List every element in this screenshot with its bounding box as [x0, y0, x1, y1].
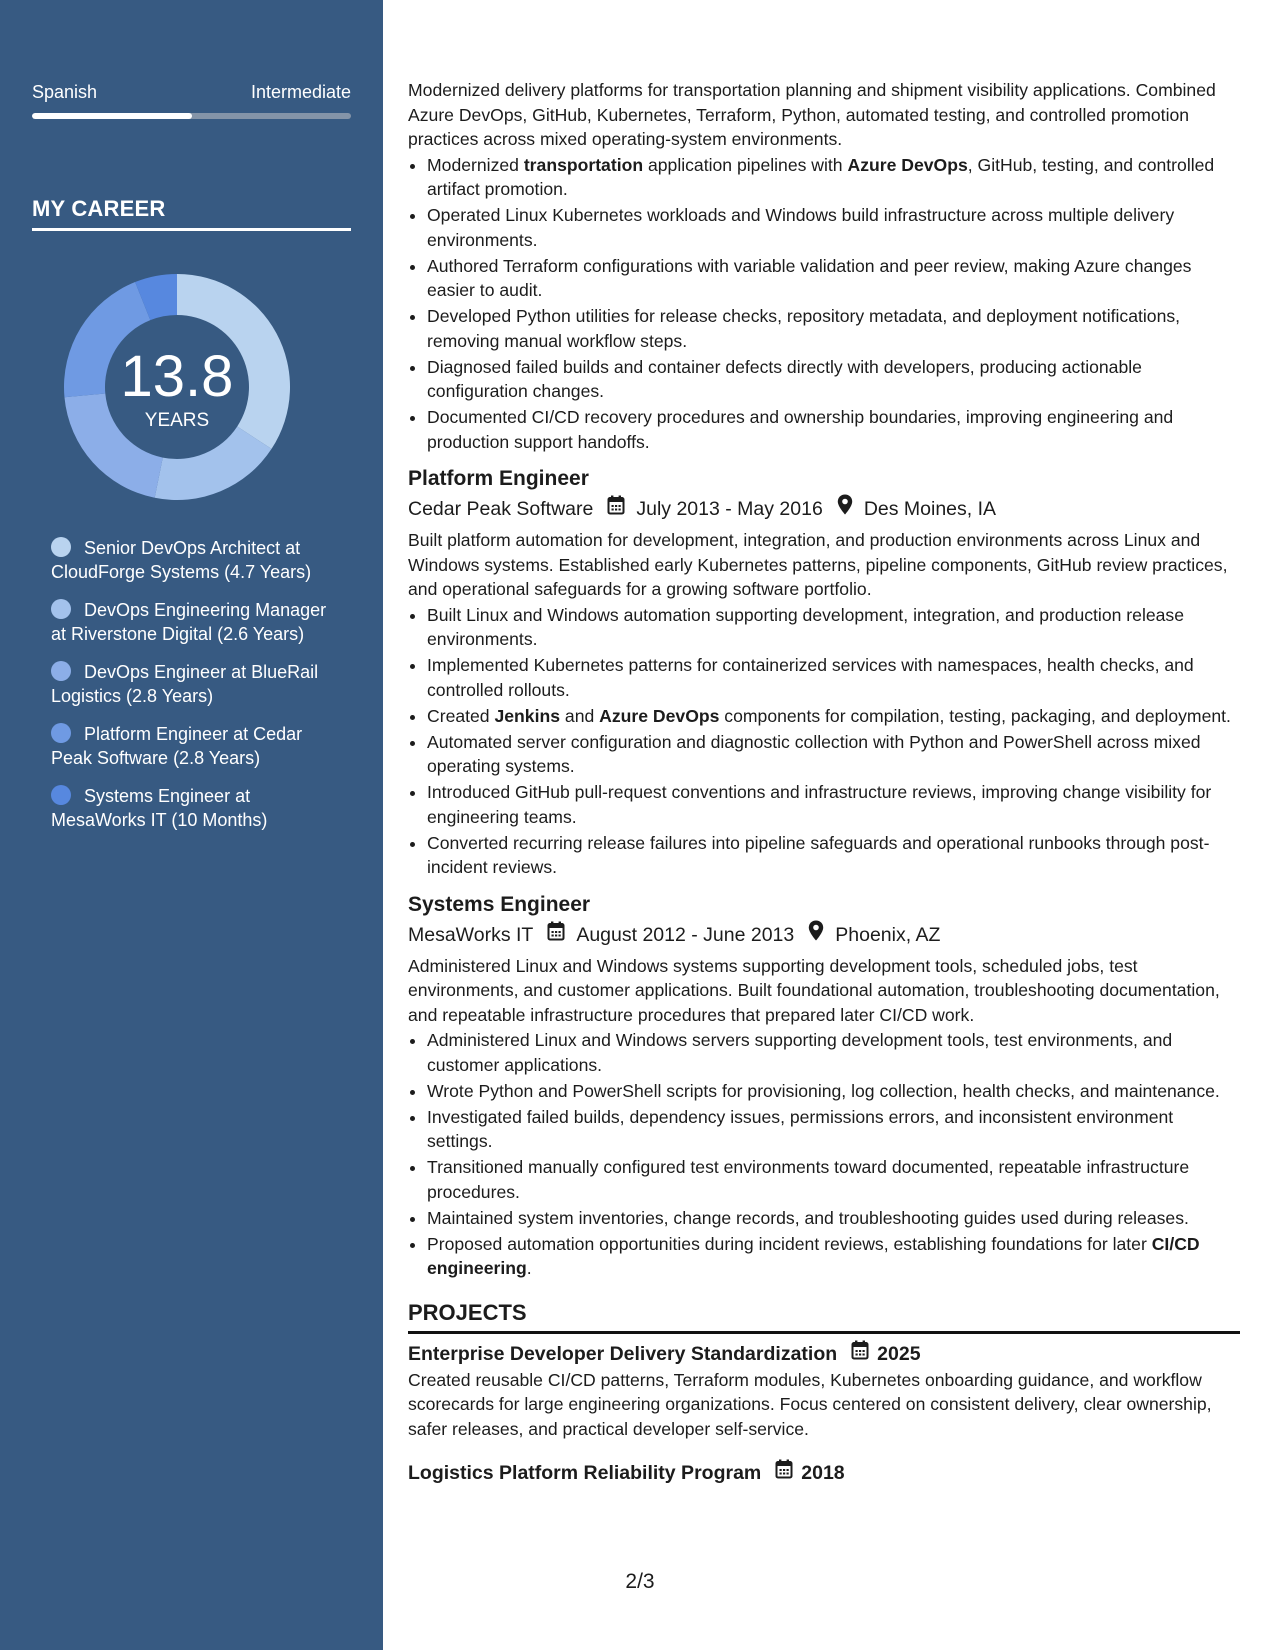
bullet-text: Modernized — [427, 154, 524, 175]
project-year: 2025 — [877, 1342, 921, 1365]
calendar-icon — [547, 920, 565, 950]
job-bullet: • Administered Linux and Windows servers supporting development tools, test environments, and customer applications. — [427, 1028, 1240, 1077]
job-meta — [408, 494, 1240, 524]
job-title: Systems Engineer — [408, 892, 591, 916]
job-bullet: • Implemented Kubernetes patterns for containerized services with namespaces, health checks, and controlled rollouts. — [427, 653, 1240, 702]
project-title-row — [408, 1459, 1240, 1487]
job-company: Cedar Peak Software — [408, 498, 594, 520]
career-list — [51, 536, 341, 846]
career-item-text: Systems Engineer at MesaWorks IT (10 Months) — [51, 786, 268, 830]
job-location: Phoenix, AZ — [835, 923, 941, 946]
bullet-keyword: Jenkins — [494, 705, 561, 726]
total-years-label: YEARS — [144, 410, 210, 431]
career-item-text: Senior DevOps Architect at CloudForge Systems (4.7 Years) — [51, 538, 312, 582]
career-dot-icon — [51, 785, 71, 805]
bullet-text: , GitHub, testing, and controlled artifact promotion. — [427, 154, 1215, 199]
job-company: MesaWorks IT — [408, 923, 534, 946]
job-meta — [408, 920, 1240, 950]
job-bullets — [408, 153, 1240, 455]
job-bullet: • Built Linux and Windows automation supporting development, integration, and production release environments. — [427, 603, 1240, 652]
project-title: Logistics Platform Reliability Program — [408, 1462, 762, 1484]
job-bullet: • Documented CI/CD recovery procedures and ownership boundaries, improving engineering and production support handoffs. — [427, 405, 1240, 454]
bullet-text: Created — [427, 705, 495, 726]
donut-segment-2 — [155, 426, 272, 500]
career-item — [51, 784, 341, 832]
job-bullet: • Transitioned manually configured test environments toward documented, repeatable infrastructure procedures. — [427, 1155, 1240, 1204]
job-bullet: • Investigated failed builds, dependency issues, permissions errors, and inconsistent environment settings. — [427, 1105, 1240, 1154]
projects-heading: PROJECTS — [408, 1299, 1240, 1334]
job-summary: Modernized delivery platforms for transportation planning and shipment visibility applications. Combined Azure DevOps, GitHub, Kubernetes, Terraform, Python, automated testing, and controlled promotion practices across mixed operating-system environments. — [408, 80, 1216, 149]
main-content — [408, 78, 1240, 1487]
total-years-value: 13.8 — [120, 344, 234, 409]
job-bullet: • Maintained system inventories, change records, and troubleshooting guides used during releases. — [427, 1206, 1240, 1231]
sidebar — [0, 0, 383, 1650]
bullet-keyword: CI/CD engineering — [427, 1233, 1200, 1278]
job-bullet: • Automated server configuration and diagnostic collection with Python and PowerShell across mixed operating systems. — [427, 730, 1240, 779]
career-item-text: DevOps Engineer at BlueRail Logistics (2.8 Years) — [51, 662, 319, 706]
job-dates: August 2012 - June 2013 — [576, 923, 795, 946]
job-bullet — [427, 1232, 1240, 1281]
job-bullet: • Developed Python utilities for release checks, repository metadata, and deployment notifications, removing manual workflow steps. — [427, 304, 1240, 353]
language-name: Spanish — [32, 82, 98, 102]
language-proficiency-bar — [32, 113, 351, 119]
career-item — [51, 598, 341, 646]
job-bullets — [408, 1028, 1240, 1281]
bullet-keyword: Azure DevOps — [847, 154, 968, 175]
job-bullet: • Converted recurring release failures into pipeline safeguards and operational runbooks through post-incident reviews. — [427, 831, 1240, 880]
job-title: Platform Engineer — [408, 467, 589, 490]
bullet-keyword: transportation — [523, 154, 644, 175]
bullet-text: . — [526, 1258, 532, 1278]
career-dot-icon — [51, 723, 71, 743]
job-location: Des Moines, IA — [863, 498, 997, 520]
career-dot-icon — [51, 599, 71, 619]
career-item-text: Platform Engineer at Cedar Peak Software (2.8 Years) — [51, 724, 303, 768]
career-dot-icon — [51, 537, 71, 557]
career-heading: MY CAREER — [32, 196, 351, 231]
calendar-icon — [607, 494, 625, 524]
project-title-row — [408, 1340, 1240, 1368]
career-item — [51, 660, 341, 708]
page-number: 2/3 — [625, 1570, 655, 1593]
project-year: 2018 — [801, 1462, 845, 1484]
language-proficiency-fill — [32, 113, 192, 119]
job-bullets — [408, 603, 1240, 880]
calendar-icon — [775, 1459, 793, 1487]
bullet-keyword: Azure DevOps — [599, 705, 720, 726]
language-row — [32, 82, 351, 103]
language-level: Intermediate — [250, 82, 351, 102]
career-item — [51, 722, 341, 770]
career-donut-chart — [64, 274, 290, 500]
job-bullet: • Authored Terraform configurations with variable validation and peer review, making Azure changes easier to audit. — [427, 254, 1240, 303]
job-summary: Administered Linux and Windows systems supporting development tools, scheduled jobs, test environments, and customer applications. Built foundational automation, troubleshooting documentation, and repeatable infrastructure procedures that prepared later CI/CD work. — [408, 955, 1220, 1025]
map-pin-icon — [837, 494, 853, 524]
career-dot-icon — [51, 661, 71, 681]
job-summary: Built platform automation for development, integration, and production environments across Linux and Windows systems. Established early Kubernetes patterns, pipeline components, GitHub review practices, and operational safeguards for a growing software portfolio. — [408, 530, 1228, 599]
job-bullet: • Introduced GitHub pull-request conventions and infrastructure reviews, improving change visibility for engineering teams. — [427, 780, 1240, 829]
calendar-icon — [851, 1340, 869, 1368]
career-item — [51, 536, 341, 584]
job-bullet — [427, 153, 1240, 202]
project-description: Created reusable CI/CD patterns, Terraform modules, Kubernetes onboarding guidance, and workflow scorecards for large engineering organizations. Focus centered on consistent delivery, clear ownership, safer releases, and practical developer self-service. — [408, 1369, 1212, 1439]
bullet-text: application pipelines with — [643, 154, 848, 175]
job-bullet: • Operated Linux Kubernetes workloads and Windows build infrastructure across multiple delivery environments. — [427, 203, 1240, 252]
job-bullet — [427, 704, 1240, 729]
bullet-text: components for compilation, testing, packaging, and deployment. — [719, 705, 1231, 726]
bullet-text: Proposed automation opportunities during incident reviews, establishing foundations for later — [427, 1233, 1152, 1254]
job-dates: July 2013 - May 2016 — [636, 498, 823, 520]
map-pin-icon — [808, 920, 824, 950]
bullet-text: and — [560, 705, 600, 726]
project-title: Enterprise Developer Delivery Standardization — [408, 1342, 838, 1365]
career-item-text: DevOps Engineering Manager at Riverstone Digital (2.6 Years) — [51, 600, 327, 644]
job-bullet: • Diagnosed failed builds and container defects directly with developers, producing actionable configuration changes. — [427, 355, 1240, 404]
job-bullet: • Wrote Python and PowerShell scripts for provisioning, log collection, health checks, and maintenance. — [427, 1079, 1240, 1104]
